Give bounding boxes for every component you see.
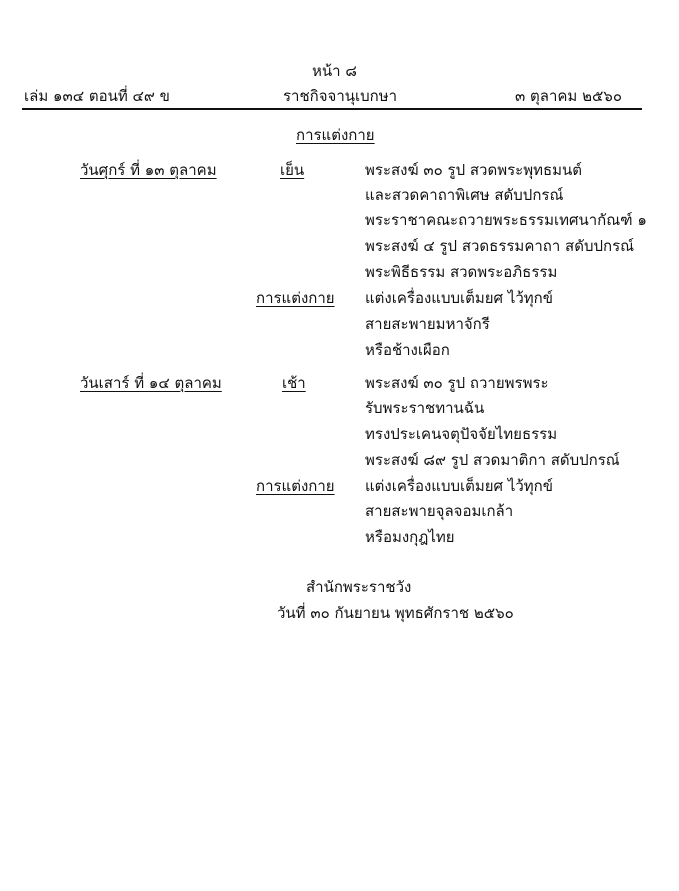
dress-code-label: การแต่งกาย xyxy=(256,477,335,495)
session-evening-label: เย็น xyxy=(280,161,305,179)
issuing-office: สำนักพระราชวัง xyxy=(306,578,412,596)
dress-code-line: หรือมงกุฎไทย xyxy=(365,528,455,546)
session-morning-label: เช้า xyxy=(282,374,306,392)
section-heading: การแต่งกาย xyxy=(296,126,375,144)
evening-line: พระสงฆ์ ๔ รูป สวดธรรมคาถา สดับปกรณ์ xyxy=(365,237,635,255)
morning-line: พระสงฆ์ ๘๙ รูป สวดมาติกา สดับปกรณ์ xyxy=(365,451,620,469)
morning-line: รับพระราชทานฉัน xyxy=(365,399,485,417)
day-friday: วันศุกร์ ที่ ๑๓ ตุลาคม xyxy=(80,161,217,179)
page-number: หน้า ๘ xyxy=(312,62,357,80)
day-saturday: วันเสาร์ ที่ ๑๔ ตุลาคม xyxy=(80,374,222,392)
morning-line: พระสงฆ์ ๓๐ รูป ถวายพรพระ xyxy=(365,374,549,392)
dress-code-label: การแต่งกาย xyxy=(256,289,335,307)
dress-code-line: สายสะพายจุลจอมเกล้า xyxy=(365,502,514,520)
evening-line: พระสงฆ์ ๓๐ รูป สวดพระพุทธมนต์ xyxy=(365,161,583,179)
publication-date: ๓ ตุลาคม ๒๕๖๐ xyxy=(515,87,622,105)
publication-name: ราชกิจจานุเบกษา xyxy=(283,87,398,105)
dress-code-line: แต่งเครื่องแบบเต็มยศ ไว้ทุกข์ xyxy=(365,477,554,495)
dress-code-line: หรือช้างเผือก xyxy=(365,341,450,359)
evening-line: และสวดคาถาพิเศษ สดับปกรณ์ xyxy=(365,186,564,204)
dress-code-line: สายสะพายมหาจักรี xyxy=(365,315,490,333)
dress-code-line: แต่งเครื่องแบบเต็มยศ ไว้ทุกข์ xyxy=(365,289,554,307)
evening-line: พระพิธีธรรม สวดพระอภิธรรม xyxy=(365,263,558,281)
header-rule xyxy=(22,108,642,110)
issue-date: วันที่ ๓๐ กันยายน พุทธศักราช ๒๕๖๐ xyxy=(277,604,514,622)
volume-issue: เล่ม ๑๓๔ ตอนที่ ๔๙ ข xyxy=(24,87,170,105)
morning-line: ทรงประเคนจตุปัจจัยไทยธรรม xyxy=(365,425,558,443)
evening-line: พระราชาคณะถวายพระธรรมเทศนากัณฑ์ ๑ xyxy=(365,211,647,229)
